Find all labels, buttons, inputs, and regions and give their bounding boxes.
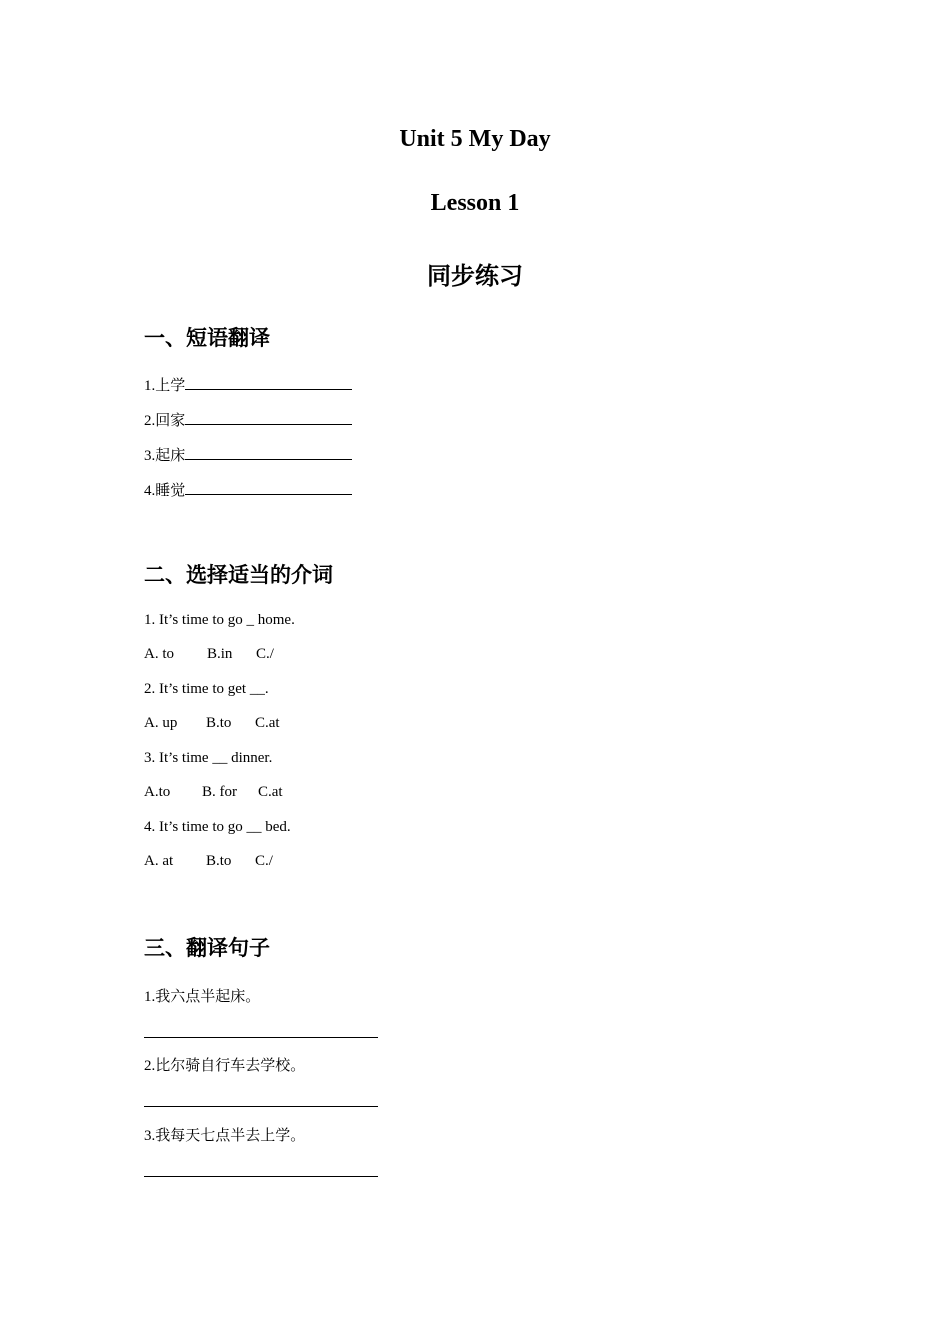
phrase-item-2: [144, 409, 352, 430]
question-3: 3. It’s time __ dinner.: [144, 750, 273, 766]
phrase-label: 3.起床: [144, 448, 186, 464]
question-1: 1. It’s time to go _ home.: [144, 612, 295, 628]
option-b[interactable]: B.in: [207, 646, 233, 662]
phrase-item-1: [144, 374, 352, 395]
section3-heading: 三、翻译句子: [144, 936, 270, 960]
section1-heading: 一、短语翻译: [144, 326, 270, 350]
phrase-label: 4.睡觉: [144, 483, 186, 499]
option-c[interactable]: C./: [255, 853, 273, 869]
answer-blank[interactable]: [185, 410, 352, 425]
answer-line-1[interactable]: [144, 1037, 378, 1038]
page-subtitle: 同步练习: [427, 262, 523, 290]
phrase-item-4: [144, 479, 352, 500]
option-a[interactable]: A.to: [144, 784, 171, 800]
sentence-2: 2.比尔骑自行车去学校。: [144, 1058, 306, 1074]
unit-title: Unit 5 My Day: [399, 126, 551, 152]
option-a[interactable]: A. to: [144, 646, 174, 662]
phrase-item-3: [144, 444, 352, 465]
lesson-title: Lesson 1: [430, 190, 520, 216]
option-b[interactable]: B. for: [202, 784, 237, 800]
option-b[interactable]: B.to: [206, 853, 232, 869]
section2-heading: 二、选择适当的介词: [144, 563, 333, 587]
answer-line-2[interactable]: [144, 1106, 378, 1107]
phrase-label: 2.回家: [144, 413, 186, 429]
phrase-label: 1.上学: [144, 378, 186, 394]
option-b[interactable]: B.to: [206, 715, 232, 731]
answer-blank[interactable]: [185, 480, 352, 495]
question-2: 2. It’s time to get __.: [144, 681, 269, 697]
sentence-1: 1.我六点半起床。: [144, 989, 261, 1005]
sentence-3: 3.我每天七点半去上学。: [144, 1128, 306, 1144]
option-c[interactable]: C.at: [255, 715, 280, 731]
answer-line-3[interactable]: [144, 1176, 378, 1177]
question-4: 4. It’s time to go __ bed.: [144, 819, 291, 835]
option-c[interactable]: C./: [256, 646, 274, 662]
answer-blank[interactable]: [185, 375, 352, 390]
option-a[interactable]: A. up: [144, 715, 178, 731]
answer-blank[interactable]: [185, 445, 352, 460]
option-a[interactable]: A. at: [144, 853, 174, 869]
option-c[interactable]: C.at: [258, 784, 283, 800]
